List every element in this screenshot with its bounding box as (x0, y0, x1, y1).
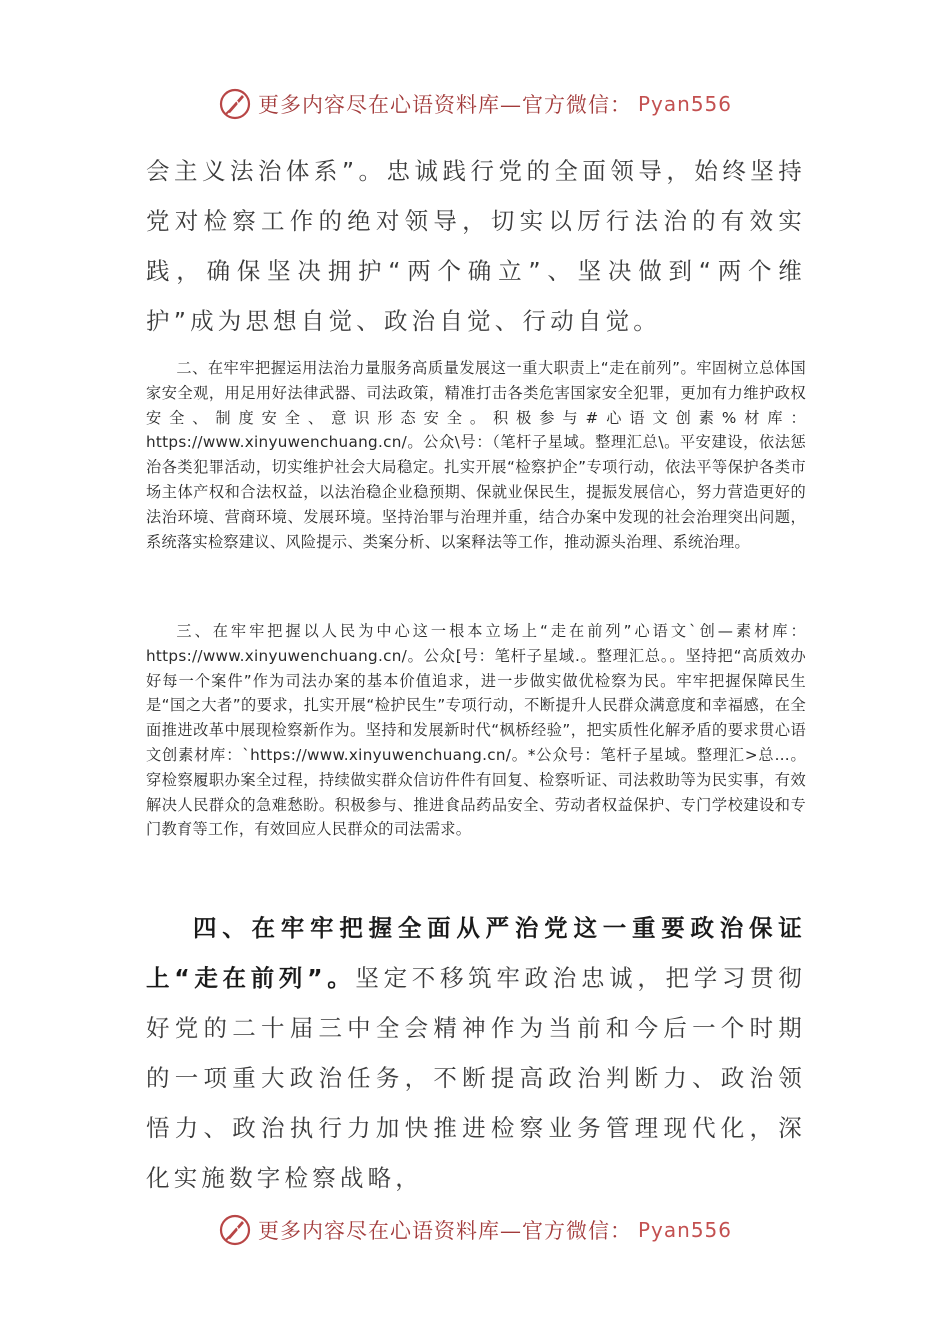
footer-banner (0, 1210, 950, 1250)
document-body (146, 146, 806, 1192)
section-4-heading: 四、在牢牢把握全面从严治党这一重要政治保证上“走在前列”。 (146, 914, 806, 992)
wechat-id: Pyan556 (637, 1218, 732, 1242)
paragraph-1: 会主义法治体系”。忠诚践行党的全面领导，始终坚持党对检察工作的绝对领导，切实以厉行法治的有效实践，确保坚决拥护“两个确立”、坚决做到“两个维护”成为思想自觉、政治自觉、行动自觉。 (146, 157, 806, 335)
quill-logo-icon (218, 1213, 252, 1247)
section-4-body: 坚定不移筑牢政治忠诚，把学习贯彻好党的二十届三中全会精神作为当前和今后一个时期的一项重大政治任务，不断提高政治判断力、政治领悟力、政治执行力加快推进检察业务管理现代化，深化实施数字检察战略， (146, 964, 806, 1192)
paragraph-4 (146, 903, 806, 1203)
wechat-id: Pyan556 (637, 92, 732, 116)
paragraph-2: 二、在牢牢把握运用法治力量服务高质量发展这一重大职责上“走在前列”。牢固树立总体国家安全观，用足用好法律武器、司法政策，精准打击各类危害国家安全犯罪，更加有力维护政权安全、制度安全、意识形态安全。积极参与#心语文创素%材库：https://www.xinyuwenchuang.cn/。公众\号：（笔杆子星域。整理汇总\。平安建设，依法惩治各类犯罪活动，切实维护社会大局稳定。扎实开展“检察护企”专项行动，依法平等保护各类市场主体产权和合法权益，以法治稳企业稳预期、保就业保民生，提振发展信心，努力营造更好的法治环境、营商环境、发展环境。坚持治罪与治理并重，结合办案中发现的社会治理突出问题，系统落实检察建议、风险提示、类案分析、以案释法等工作，推动源头治理、系统治理。 (146, 359, 806, 551)
quill-logo-icon (218, 87, 252, 121)
header-banner (0, 84, 950, 124)
banner-text: 更多内容尽在心语资料库—官方微信： (257, 1219, 632, 1243)
banner-text: 更多内容尽在心语资料库—官方微信： (257, 93, 632, 117)
paragraph-3: 三、在牢牢把握以人民为中心这一根本立场上“走在前列”心语文`创—素材库：https://www.xinyuwenchuang.cn/。公众[号：笔杆子星域.。整理汇总。。坚持把“高质效办好每一个案件”作为司法办案的基本价值追求，进一步做实做优检察为民。牢牢把握保障民生是“国之大者”的要求，扎实开展“检护民生”专项行动，不断提升人民群众满意度和幸福感，在全面推进改革中展现检察新作为。坚持和发展新时代“枫桥经验”，把实质性化解矛盾的要求贯心语文创素材库：`https://www.xinyuwenchuang.cn/。*公众号：笔杆子星域。整理汇>总…。穿检察履职办案全过程，持续做实群众信访件件有回复、检察听证、司法救助等为民实事，有效解决人民群众的急难愁盼。积极参与、推进食品药品安全、劳动者权益保护、专门学校建设和专门教育等工作，有效回应人民群众的司法需求。 (146, 622, 806, 839)
